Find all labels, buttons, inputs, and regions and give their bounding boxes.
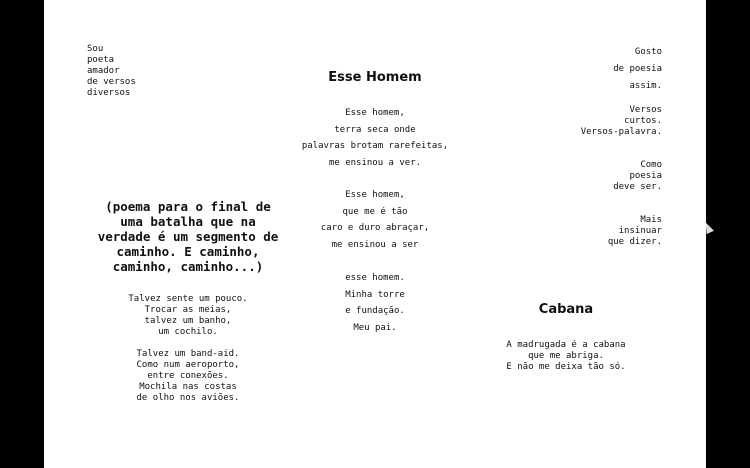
poem-line: um cochilo. bbox=[158, 327, 218, 337]
poem-line: deve ser. bbox=[613, 182, 662, 192]
poem-line: Mochila nas costas bbox=[139, 382, 237, 392]
poem-line: Talvez um band-aid. bbox=[136, 349, 240, 359]
poem-line: entre conexões. bbox=[147, 371, 229, 381]
poem-line: assim. bbox=[629, 80, 662, 91]
poem-line: que dizer. bbox=[607, 237, 662, 247]
gosto-stanza-4 bbox=[502, 215, 662, 248]
poem-line: talvez um banho, bbox=[144, 316, 232, 326]
caminho-title bbox=[88, 199, 288, 274]
poem-line: me ensinou a ver. bbox=[328, 157, 422, 168]
title-line: uma batalha que na bbox=[120, 214, 256, 229]
caminho-stanza-2 bbox=[88, 349, 288, 404]
poem-line: Meu pai. bbox=[353, 322, 397, 333]
poem-line: de versos bbox=[87, 77, 136, 87]
esse-homem-stanza-2 bbox=[254, 187, 496, 253]
poem-line: Mais bbox=[640, 215, 662, 225]
poem-line: E não me deixa tão só. bbox=[506, 362, 626, 372]
title-line: (poema para o final de bbox=[105, 199, 271, 214]
poem-sou-poeta bbox=[87, 44, 227, 99]
poem-line: Como num aeroporto, bbox=[136, 360, 240, 370]
poem-line: A madrugada é a cabana bbox=[506, 340, 626, 350]
poem-line: Esse homem, bbox=[345, 190, 405, 200]
poem-line: de poesia bbox=[613, 63, 662, 74]
gosto-stanza-1 bbox=[502, 44, 662, 94]
poem-line: Versos-palavra. bbox=[580, 127, 662, 137]
caminho-stanza-1 bbox=[88, 294, 288, 338]
poem-line: me ensinou a ser bbox=[331, 239, 419, 250]
poem-line: Versos bbox=[629, 105, 662, 115]
gosto-stanza-3 bbox=[502, 160, 662, 193]
esse-homem-stanza-3 bbox=[254, 270, 496, 336]
poem-line: poeta bbox=[87, 55, 115, 65]
title-line: verdade é um segmento de bbox=[97, 229, 279, 244]
poem-line: que me é tão bbox=[342, 206, 408, 217]
poem-line: diversos bbox=[87, 88, 131, 98]
esse-homem-stanza-1 bbox=[254, 105, 496, 171]
poem-line: curtos. bbox=[624, 116, 662, 126]
poem-line: palavras brotam rarefeitas, bbox=[301, 141, 449, 152]
poem-line: de olho nos aviões. bbox=[136, 393, 240, 403]
title-line: caminho, caminho...) bbox=[112, 259, 264, 274]
poem-line: terra seca onde bbox=[334, 124, 416, 135]
poem-line: Gosto bbox=[634, 47, 662, 57]
poetry-page bbox=[44, 0, 706, 468]
poem-line: Trocar as meias, bbox=[144, 305, 232, 315]
gosto-stanza-2 bbox=[502, 105, 662, 138]
poem-line: poesia bbox=[629, 171, 662, 181]
poem-line: Talvez sente um pouco. bbox=[128, 294, 248, 304]
esse-homem-title: Esse Homem bbox=[328, 70, 422, 85]
title-line: caminho. E caminho, bbox=[116, 244, 260, 259]
poem-line: esse homem. bbox=[345, 273, 405, 283]
poem-line: caro e duro abraçar, bbox=[320, 223, 430, 234]
cabana-stanza bbox=[484, 340, 648, 373]
poem-line: Minha torre bbox=[345, 289, 405, 300]
poem-line: Sou bbox=[87, 44, 104, 54]
poem-line: e fundação. bbox=[345, 306, 405, 317]
poem-line: que me abriga. bbox=[528, 351, 604, 361]
poem-line: Como bbox=[640, 160, 662, 170]
cabana-title: Cabana bbox=[538, 302, 594, 317]
poem-line: insinuar bbox=[618, 226, 662, 236]
poem-line: Esse homem, bbox=[345, 108, 405, 118]
poem-line: amador bbox=[87, 66, 120, 76]
